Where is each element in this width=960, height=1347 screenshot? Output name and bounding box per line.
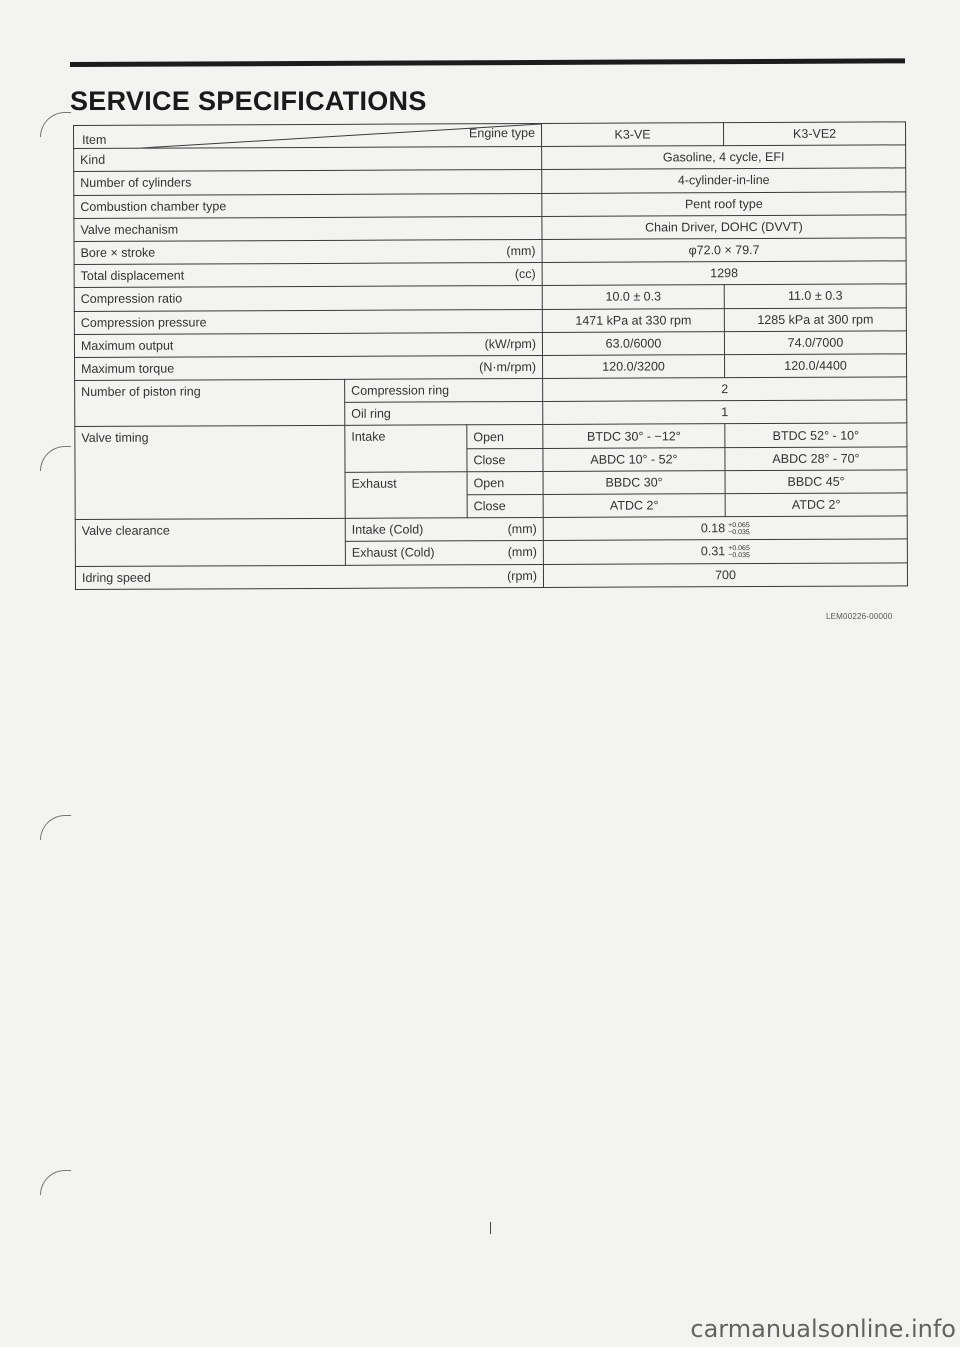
value-k3ve2: 11.0 ± 0.3	[724, 284, 906, 308]
clearance-value: 0.18	[700, 521, 726, 536]
row-unit: (kW/rpm)	[484, 336, 537, 351]
row-label: Combustion chamber type	[74, 193, 542, 218]
binder-mark	[40, 446, 71, 471]
spec-table	[73, 121, 908, 589]
tolerance-plus: +0.065	[728, 545, 750, 553]
value-k3ve2: 1285 kPa at 300 rpm	[724, 307, 906, 331]
header-k3ve2: K3-VE2	[724, 122, 906, 146]
row-label: Maximum output	[80, 338, 174, 353]
value-k3ve2: 74.0/7000	[724, 331, 906, 355]
sub-sub-label: Close	[467, 494, 543, 518]
binder-mark	[40, 1170, 71, 1195]
row-unit: (N·m/rpm)	[479, 359, 537, 375]
sub-sub-label: Open	[467, 425, 543, 449]
page-title: SERVICE SPECIFICATIONS	[70, 86, 427, 116]
top-rule	[70, 58, 905, 67]
sub-label: Oil ring	[345, 402, 543, 426]
row-unit: (rpm)	[507, 568, 538, 583]
tolerance	[728, 522, 750, 536]
row-value: 1298	[542, 261, 906, 286]
table-row	[75, 423, 907, 450]
row-label: Valve timing	[75, 426, 345, 520]
value-k3ve: ABDC 10° - 52°	[543, 447, 725, 471]
sub-sub-label: Close	[467, 448, 543, 472]
header-diagonal-cell	[74, 123, 542, 148]
tolerance-minus: −0.035	[728, 529, 750, 537]
value-k3ve2: BBDC 45°	[725, 470, 907, 494]
sub-label-with-unit	[345, 541, 543, 565]
value-k3ve: ATDC 2°	[543, 494, 725, 518]
tolerance	[728, 545, 750, 559]
row-value-with-tolerance	[543, 516, 907, 541]
row-label: Compression ratio	[74, 286, 542, 311]
figure-code: LEM00226-00000	[826, 612, 893, 621]
row-label: Bore × stroke	[80, 245, 156, 260]
sub-label: Exhaust	[345, 472, 467, 519]
header-engine-type: Engine type	[468, 125, 536, 141]
table-row	[74, 145, 906, 172]
value-k3ve: BBDC 30°	[543, 470, 725, 494]
table-row	[75, 562, 907, 589]
sub-label: Intake (Cold)	[351, 522, 424, 538]
value-k3ve2: BTDC 52° - 10°	[725, 423, 907, 447]
value-k3ve: 120.0/3200	[543, 355, 725, 379]
sub-label: Compression ring	[345, 379, 543, 403]
value-k3ve2: ATDC 2°	[725, 493, 907, 517]
row-label-with-unit	[74, 263, 542, 288]
header-k3ve: K3-VE	[542, 123, 724, 147]
row-value: 700	[543, 562, 907, 587]
row-label-with-unit	[75, 564, 543, 589]
row-unit: (cc)	[514, 267, 536, 282]
row-label: Maximum torque	[81, 361, 175, 376]
tolerance-plus: +0.065	[728, 522, 750, 530]
tolerance-minus: −0.035	[728, 552, 750, 560]
row-label: Idring speed	[81, 570, 151, 585]
page-marker	[490, 1222, 491, 1234]
row-label: Number of cylinders	[74, 170, 542, 195]
sub-label: Intake	[345, 425, 467, 472]
row-unit: (mm)	[507, 545, 537, 560]
row-value: Pent roof type	[542, 191, 906, 216]
value-k3ve: 10.0 ± 0.3	[542, 285, 724, 309]
row-unit: (mm)	[507, 522, 537, 537]
row-label: Valve mechanism	[74, 216, 542, 241]
value-k3ve: 63.0/6000	[542, 331, 724, 355]
table-row	[74, 215, 906, 242]
sub-label-with-unit	[345, 518, 543, 542]
row-label: Kind	[74, 147, 542, 172]
table-row	[74, 307, 906, 334]
binder-mark	[40, 815, 71, 840]
value-k3ve2: ABDC 28° - 70°	[725, 446, 907, 470]
row-value: 2	[543, 377, 907, 402]
row-value: 1	[543, 400, 907, 425]
row-label-with-unit	[74, 332, 542, 357]
row-value: Chain Driver, DOHC (DVVT)	[542, 215, 906, 240]
row-label: Total displacement	[80, 268, 185, 284]
row-value: Gasoline, 4 cycle, EFI	[542, 145, 906, 170]
header-item: Item	[82, 133, 107, 148]
row-label-with-unit	[74, 239, 542, 264]
watermark: carmanualsonline.info	[690, 1315, 956, 1343]
value-k3ve: 1471 kPa at 330 rpm	[542, 308, 724, 332]
row-label: Compression pressure	[74, 309, 542, 334]
sub-label: Exhaust (Cold)	[351, 545, 435, 561]
value-k3ve2: 120.0/4400	[725, 354, 907, 378]
row-label: Valve clearance	[75, 519, 345, 567]
row-unit: (mm)	[506, 244, 536, 259]
row-value: 4-cylinder-in-line	[542, 168, 906, 193]
row-label: Number of piston ring	[75, 379, 345, 427]
row-label-with-unit	[75, 355, 543, 380]
binder-mark	[40, 112, 71, 137]
sub-sub-label: Open	[467, 471, 543, 495]
row-value: φ72.0 × 79.7	[542, 238, 906, 263]
value-k3ve: BTDC 30° - −12°	[543, 424, 725, 448]
clearance-value: 0.31	[700, 544, 726, 559]
row-value-with-tolerance	[543, 539, 907, 564]
